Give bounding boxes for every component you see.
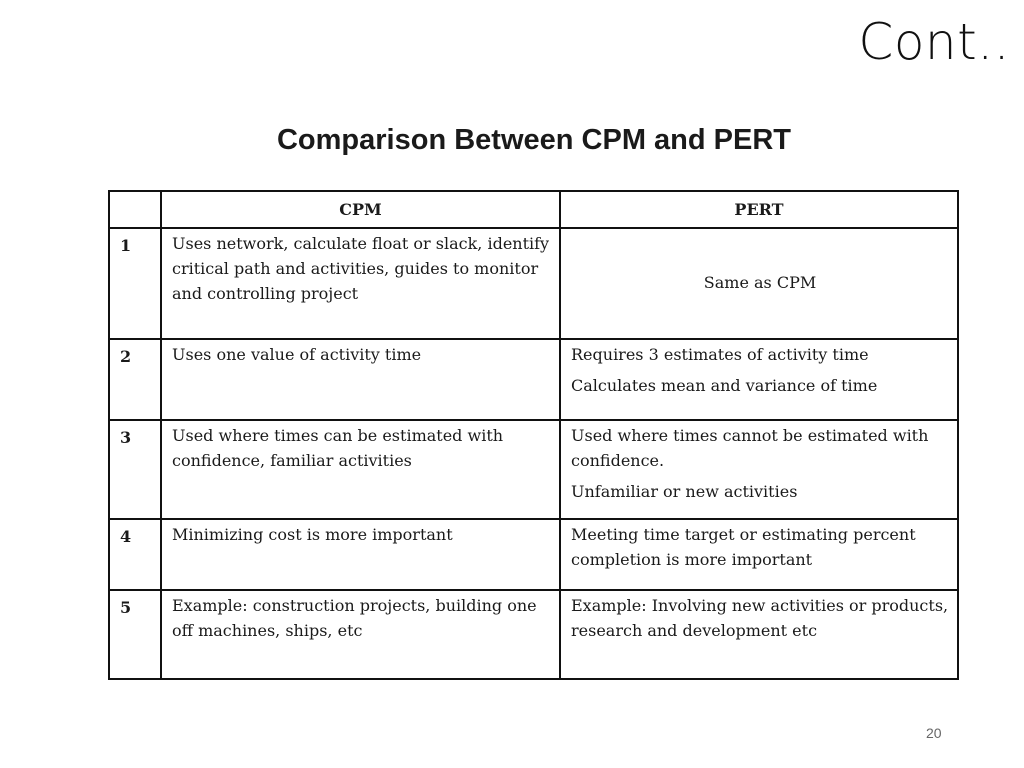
pert-line: Requires 3 estimates of activity time [571,345,869,364]
row-number: 5 [109,590,161,679]
row-number: 3 [109,420,161,519]
cpm-cell: Uses one value of activity time [161,339,560,420]
table-row [109,519,958,590]
table-header-row [109,191,958,228]
table-heading: Comparison Between CPM and PERT [276,124,791,156]
cpm-cell: Example: construction projects, building one off machines, ships, etc [161,590,560,679]
column-header-cpm: CPM [161,191,560,228]
table-row [109,590,958,679]
pert-line: Same as CPM [703,273,817,292]
pert-cell [560,519,958,590]
pert-cell [560,420,958,519]
cpm-cell: Uses network, calculate float or slack, identify critical path and activities, guides to monitor and controlling project [161,228,560,339]
page-number: 20 [926,725,942,741]
pert-cell [560,228,958,339]
slide-title: Cont.. [858,13,1010,71]
pert-cell [560,590,958,679]
pert-cell [560,339,958,420]
pert-line: Calculates mean and variance of time [571,376,878,395]
table-row [109,420,958,519]
comparison-table [108,190,959,680]
table-row [109,339,958,420]
pert-line: Unfamiliar or new activities [571,482,798,501]
pert-line: Meeting time target or estimating percent completion is more important [571,525,916,569]
row-number: 2 [109,339,161,420]
row-number: 1 [109,228,161,339]
column-header-pert: PERT [560,191,958,228]
cpm-cell: Used where times can be estimated with confidence, familiar activities [161,420,560,519]
cpm-cell: Minimizing cost is more important [161,519,560,590]
row-number: 4 [109,519,161,590]
table-row [109,228,958,339]
pert-line: Used where times cannot be estimated with confidence. [571,426,929,470]
column-header-number [109,191,161,228]
pert-line: Example: Involving new activities or products, research and development etc [571,596,949,640]
